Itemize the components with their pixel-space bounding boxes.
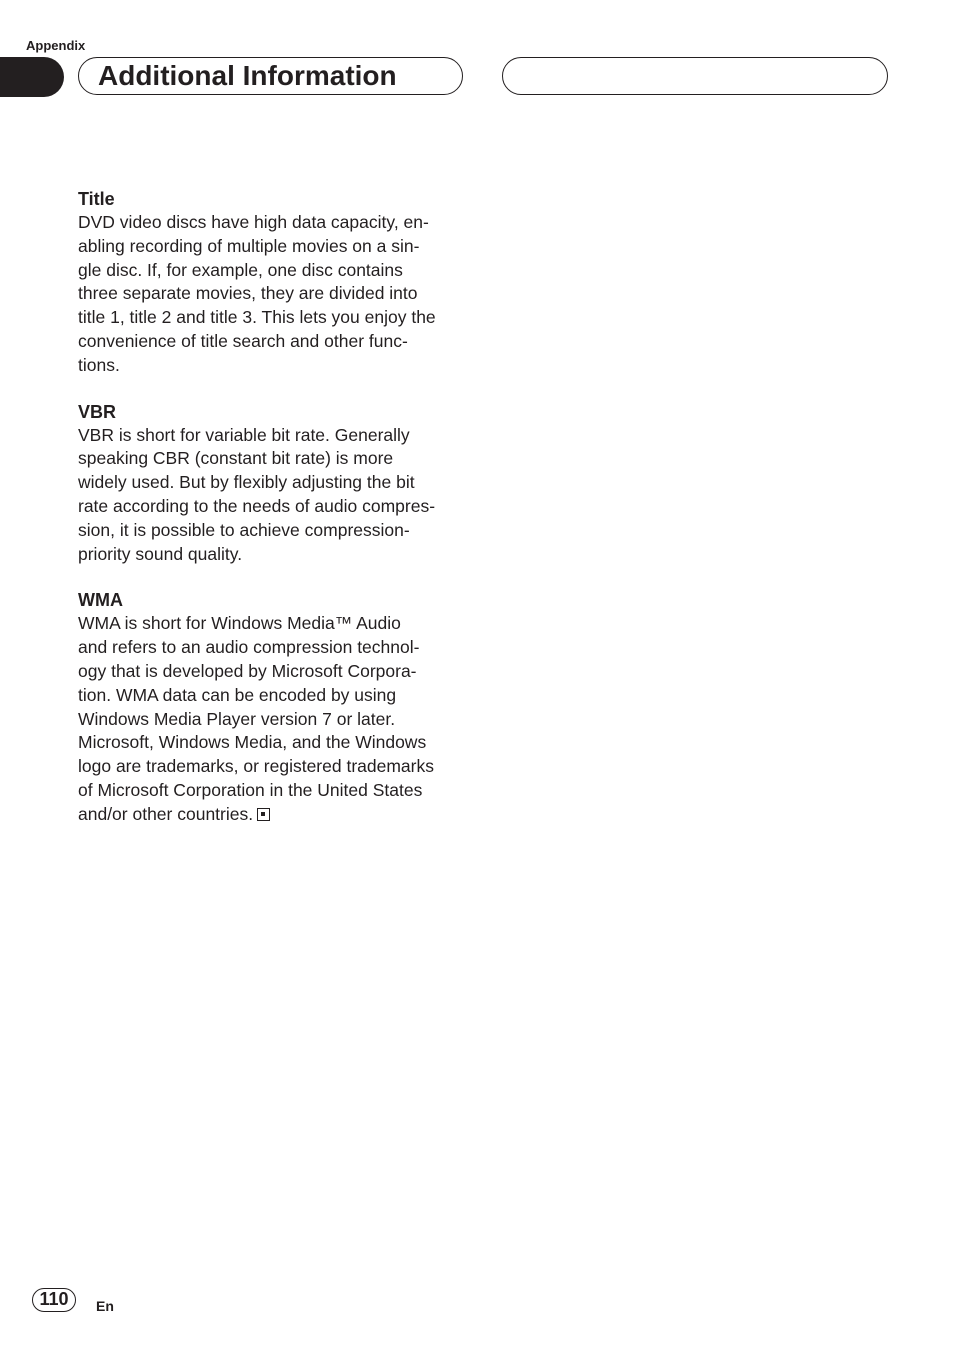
body-line: priority sound quality. (78, 543, 243, 564)
body-line: abling recording of multiple movies on a sin- (78, 235, 420, 256)
body-line-last (78, 803, 468, 827)
page-number: 110 (32, 1288, 76, 1312)
body-line: logo are trademarks, or registered trademarks (78, 756, 434, 777)
entry-heading: WMA (78, 590, 123, 611)
end-of-section-icon (257, 808, 270, 821)
section-tab-marker (0, 57, 64, 97)
body-line: Windows Media Player version 7 or later. (78, 708, 396, 729)
body-line: DVD video discs have high data capacity, en- (78, 212, 429, 232)
entry-body (78, 424, 468, 567)
body-line: three separate movies, they are divided into (78, 283, 418, 304)
section-title: Additional Information (98, 60, 397, 91)
language-label: En (96, 1298, 114, 1314)
body-line: Microsoft, Windows Media, and the Windows (78, 732, 427, 753)
body-line: and/or other countries. (78, 803, 254, 824)
entry-heading: VBR (78, 401, 117, 422)
body-line: and refers to an audio compression technol- (78, 637, 420, 658)
body-line: widely used. But by flexibly adjusting the bit (78, 472, 415, 493)
empty-header-box (502, 57, 888, 95)
glossary-entry-wma (78, 588, 468, 826)
body-line: ogy that is developed by Microsoft Corpora- (78, 660, 417, 681)
entry-body (78, 612, 468, 826)
body-line: title 1, title 2 and title 3. This lets you enjoy the (78, 307, 436, 328)
glossary-entry-title (78, 187, 468, 378)
appendix-label: Appendix (26, 38, 86, 53)
body-line: VBR is short for variable bit rate. Generally (78, 424, 410, 445)
entry-body (78, 211, 468, 378)
body-line: gle disc. If, for example, one disc contains (78, 259, 403, 280)
body-line: of Microsoft Corporation in the United States (78, 779, 423, 800)
body-line: tions. (78, 354, 120, 375)
body-line: convenience of title search and other func- (78, 330, 408, 351)
body-line: speaking CBR (constant bit rate) is more (78, 448, 394, 469)
entry-heading: Title (78, 189, 115, 209)
section-title-box (78, 57, 463, 95)
glossary-content (78, 187, 468, 849)
body-line: WMA is short for Windows Media™ Audio (78, 613, 401, 634)
body-line: sion, it is possible to achieve compression- (78, 519, 410, 540)
glossary-entry-vbr (78, 400, 468, 567)
body-line: tion. WMA data can be encoded by using (78, 684, 397, 705)
body-line: rate according to the needs of audio compres- (78, 495, 436, 516)
